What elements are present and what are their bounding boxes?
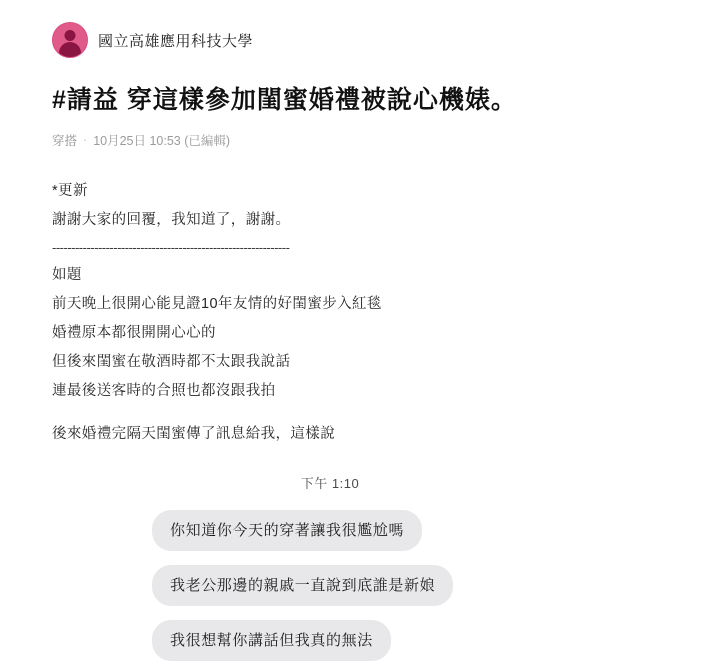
board-link[interactable]: 穿搭	[52, 133, 78, 148]
body-line: 婚禮原本都很開開心心的	[52, 324, 216, 341]
body-line: 謝謝大家的回覆，我知道了，謝謝。	[52, 211, 291, 228]
author-name[interactable]: 國立高雄應用科技大學	[98, 32, 254, 50]
body-line: *更新	[52, 182, 88, 199]
body-line: 連最後送客時的合照也都沒跟我拍	[52, 382, 276, 399]
body-divider-line: --------------------------------------------------------------	[52, 239, 290, 255]
chat-screenshot	[0, 473, 712, 661]
post-timestamp: 10月25日 10:53 (已編輯)	[93, 133, 231, 148]
author-row[interactable]	[0, 0, 712, 58]
chat-message-row	[0, 565, 712, 606]
user-avatar-icon[interactable]	[52, 22, 88, 58]
avatar-body-shape	[59, 42, 81, 57]
body-line: 但後來閨蜜在敬酒時都不太跟我說話	[52, 353, 291, 370]
chat-message-row	[0, 620, 712, 661]
chat-time-label: 下午 1:10	[300, 475, 360, 491]
body-blank-line	[52, 406, 712, 420]
page-title: #請益 穿這樣參加閨蜜婚禮被說心機婊。	[52, 86, 517, 114]
body-line: 後來婚禮完隔天閨蜜傳了訊息給我，這樣說	[52, 425, 336, 442]
chat-bubble: 我老公那邊的親戚一直說到底誰是新娘	[152, 565, 453, 606]
avatar-head-shape	[65, 30, 76, 41]
chat-bubble: 我很想幫你講話但我真的無法	[152, 620, 391, 661]
chat-message-row	[0, 510, 712, 551]
body-line: 如題	[52, 266, 82, 283]
post-body	[52, 177, 712, 449]
body-line: 前天晚上很開心能見證10年友情的好閨蜜步入紅毯	[52, 295, 382, 312]
post-meta	[52, 131, 712, 149]
meta-separator: ·	[83, 132, 88, 147]
chat-bubble: 你知道你今天的穿著讓我很尷尬嗎	[152, 510, 422, 551]
